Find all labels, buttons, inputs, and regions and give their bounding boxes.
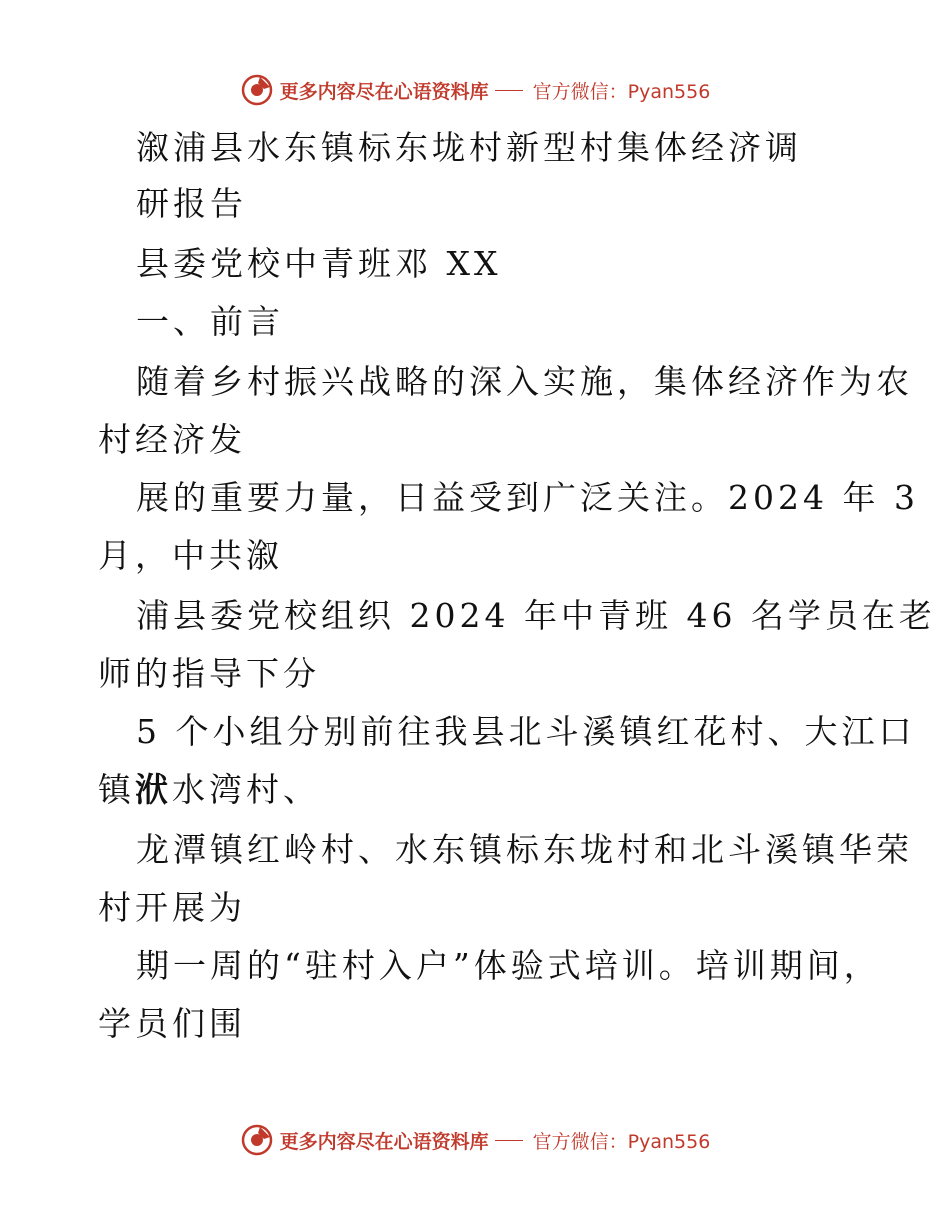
watermark-text: 更多内容尽在心语资料库	[279, 1130, 489, 1153]
paragraph-line: 师的指导下分	[98, 654, 320, 693]
paragraph-line: 随着乡村振兴战略的深入实施，集体经济作为农	[136, 362, 913, 401]
paragraph-line-mixed	[0, 770, 950, 810]
pen-logo-icon	[240, 73, 274, 107]
watermark-dash	[495, 90, 527, 91]
watermark-contact: 官方微信：Pyan556	[532, 1130, 711, 1153]
paragraph-line: 5 个小组分别前往我县北斗溪镇红花村、大江口	[136, 712, 916, 751]
pen-logo-icon	[240, 1123, 274, 1157]
paragraph-line: 村开展为	[98, 888, 246, 927]
paragraph-line: 月，中共溆	[98, 536, 283, 575]
paragraph-text: 镇	[98, 770, 135, 809]
bold-character: 洑	[135, 770, 172, 809]
paragraph-text: 水湾村、	[172, 770, 320, 809]
paragraph-line: 龙潭镇红岭村、水东镇标东垅村和北斗溪镇华荣	[136, 830, 913, 869]
watermark-dash	[495, 1140, 527, 1141]
document-title-line2: 研报告	[136, 184, 247, 223]
section-heading: 一、前言	[136, 302, 284, 341]
document-author: 县委党校中青班邓 XX	[136, 244, 502, 283]
paragraph-line: 学员们围	[98, 1004, 246, 1043]
paragraph-line: 浦县委党校组织 2024 年中青班 46 名学员在老	[136, 596, 936, 635]
document-title-line1: 溆浦县水东镇标东垅村新型村集体经济调	[136, 128, 802, 167]
watermark-contact: 官方微信：Pyan556	[532, 80, 711, 103]
watermark-text: 更多内容尽在心语资料库	[279, 80, 489, 103]
watermark-footer	[0, 1122, 950, 1158]
paragraph-line: 期一周的“驻村入户”体验式培训。培训期间，	[136, 946, 881, 985]
paragraph-line: 村经济发	[98, 420, 246, 459]
watermark-header	[0, 72, 950, 108]
paragraph-line: 展的重要力量，日益受到广泛关注。2024 年 3	[136, 478, 919, 517]
